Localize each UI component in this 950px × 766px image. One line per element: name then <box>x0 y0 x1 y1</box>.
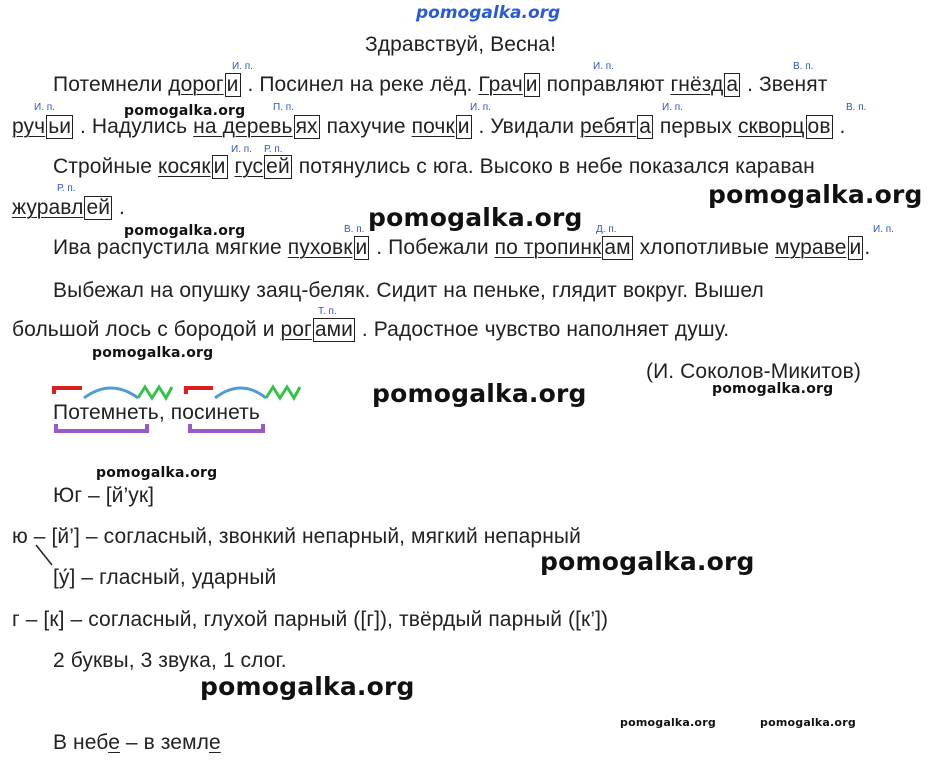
suffix-wave <box>138 387 172 398</box>
text-line-7: большой лось с бородой и рог ами . Радостное чувство наполняет душу. <box>12 318 730 341</box>
ending-box: ам <box>604 236 631 259</box>
underlined-letter: е <box>208 731 221 754</box>
case-label: В. п. <box>793 61 814 72</box>
ending-box: и <box>213 155 226 178</box>
noun-word: на деревь <box>193 115 293 138</box>
noun-word: журавл <box>12 196 84 219</box>
word-analysis: Потемнеть, посинеть <box>53 401 260 424</box>
watermark: pomogalka.org <box>124 223 246 239</box>
ending-box: ях <box>295 115 318 138</box>
phrase: В небе – в земле <box>53 731 221 754</box>
site-logo: pomogalka.org <box>416 3 561 23</box>
noun-word: ребят <box>580 115 637 138</box>
watermark: pomogalka.org <box>124 103 246 119</box>
phonetic-word: Юг – [й’ук] <box>53 484 155 507</box>
watermark: pomogalka.org <box>708 180 923 209</box>
text-line-1: Потемнели дорог и . Посинел на реке лёд. Грач и поправляют гнёзд а . Звенят <box>53 73 828 96</box>
watermark: pomogalka.org <box>200 672 415 701</box>
watermark: pomogalka.org <box>712 381 834 397</box>
suffix-arc <box>84 388 138 398</box>
author: (И. Соколов-Микитов) <box>646 360 861 383</box>
noun-word: руч <box>12 115 46 138</box>
page-title: Здравствуй, Весна! <box>365 33 557 56</box>
noun-word: мураве <box>775 236 847 259</box>
prefix-mark <box>186 388 213 394</box>
ending-box: а <box>639 115 651 138</box>
watermark: pomogalka.org <box>92 345 214 361</box>
case-label: И. п. <box>232 61 253 72</box>
noun-word: скворц <box>737 115 805 138</box>
ending-box: и <box>355 236 368 259</box>
phonetic-line-3: г – [к] – согласный, глухой парный ([г]), твёрдый парный ([к’]) <box>12 608 609 631</box>
phonetic-line-1: ю – [й’] – согласный, звонкий непарный, мягкий непарный <box>12 525 581 548</box>
suffix-arc <box>215 388 266 398</box>
ending-box: ьи <box>48 115 72 138</box>
ending-box: ей <box>86 196 111 219</box>
noun-word: пуховк <box>287 236 353 259</box>
case-label: И. п. <box>593 61 614 72</box>
case-label: Т. п. <box>318 306 337 317</box>
case-label: И. п. <box>231 144 252 155</box>
case-label: И. п. <box>662 102 683 113</box>
underlined-letter: е <box>108 731 120 754</box>
prefix-mark <box>54 388 82 394</box>
noun-word: по тропинк <box>494 236 602 259</box>
case-label: Д. п. <box>596 224 617 235</box>
noun-word: дорог <box>168 73 224 96</box>
watermark: pomogalka.org <box>540 547 755 576</box>
noun-word: гнёзд <box>670 73 724 96</box>
watermark: pomogalka.org <box>368 203 583 232</box>
case-label: П. п. <box>273 102 294 113</box>
case-label: Р. п. <box>57 183 76 194</box>
case-label: Р. п. <box>264 144 283 155</box>
case-label: В. п. <box>344 224 365 235</box>
case-label: В. п. <box>846 102 867 113</box>
text-line-4: журавл ей . <box>12 196 125 219</box>
ending-box: и <box>849 236 862 259</box>
noun-word: Грач <box>478 73 523 96</box>
ending-box: и <box>457 115 470 138</box>
stem-mark <box>56 424 147 431</box>
ending-box: а <box>726 73 739 96</box>
text-line-2: руч ьи . Надулись на деревь ях пахучие почк и . Увидали ребят а первых скворц ов . <box>12 115 846 138</box>
watermark: pomogalka.org <box>372 379 587 408</box>
text-line-3: Стройные косяк и гус ей потянулись с юга. Высоко в небе показался караван <box>53 155 815 178</box>
watermark: pomogalka.org <box>760 716 856 729</box>
noun-word: косяк <box>157 155 211 178</box>
suffix-wave <box>266 387 300 398</box>
watermark: pomogalka.org <box>620 716 716 729</box>
ending-box: ов <box>807 115 831 138</box>
ending-box: и <box>525 73 538 96</box>
text-line-6: Выбежал на опушку заяц-беляк. Сидит на пеньке, глядит вокруг. Вышел <box>53 279 764 302</box>
text-line-5: Ива распустила мягкие пуховк и . Побежали по тропинк ам хлопотливые мураве и . <box>53 236 871 259</box>
phonetic-summary: 2 буквы, 3 звука, 1 слог. <box>53 649 287 672</box>
phonetic-line-2: [у́] – гласный, ударный <box>53 566 277 589</box>
noun-word: рог <box>280 318 312 341</box>
case-label: И. п. <box>873 224 894 235</box>
noun-word: гус <box>234 155 264 178</box>
noun-word: почк <box>411 115 455 138</box>
ending-box: и <box>226 73 239 96</box>
ending-box: ами <box>314 318 353 341</box>
ending-box: ей <box>266 155 290 178</box>
watermark: pomogalka.org <box>96 465 218 481</box>
stem-mark <box>190 424 263 431</box>
case-label: И. п. <box>34 102 55 113</box>
case-label: И. п. <box>470 102 491 113</box>
